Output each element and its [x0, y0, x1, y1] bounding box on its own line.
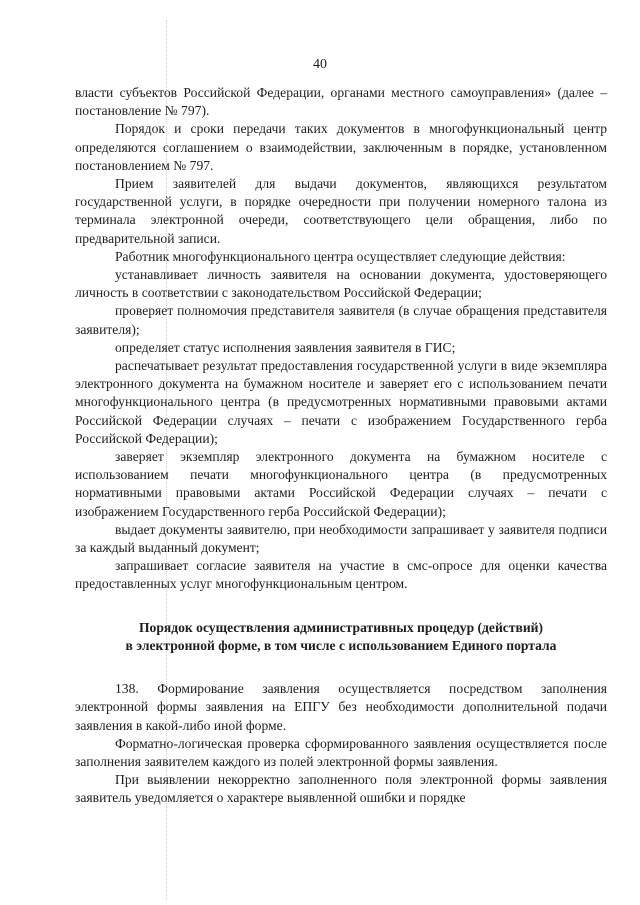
paragraph: распечатывает результат предоставления государственной услуги в виде экземпляра электронного документа на бумажном носителе и заверяет его с использованием печати многофункционального центра (в предусмотренных нормативными правовыми актами Российской Федерации случаях – печати с изображением Государственного герба Российской Федерации); [75, 358, 607, 446]
paragraph: выдает документы заявителю, при необходимости запрашивает у заявителя подписи за каждый выданный документ; [75, 521, 607, 556]
page-number: 40 [313, 57, 327, 72]
document-body [75, 84, 607, 808]
paragraph: определяет статус исполнения заявления заявителя в ГИС; [115, 339, 456, 355]
section-heading-line-2: в электронной форме, в том числе с использованием Единого портала [125, 637, 557, 653]
paragraph: проверяет полномочия представителя заявителя (в случае обращения представителя заявителя); [75, 303, 607, 337]
section-heading [75, 619, 607, 655]
paragraph: власти субъектов Российской Федерации, органами местного самоуправления» (далее – постановление № 797). [75, 85, 607, 119]
section-heading-line-1: Порядок осуществления административных процедур (действий) [138, 619, 544, 635]
paragraph: устанавливает личность заявителя на основании документа, удостоверяющего личность в соответствии с законодательством Российской Федерации; [75, 267, 607, 301]
paragraph: При выявлении некорректно заполненного поля электронной формы заявления заявитель уведомляется о характере выявленной ошибки и порядке [75, 772, 607, 806]
paragraph: Форматно-логическая проверка сформированного заявления осуществляется после заполнения заявителем каждого из полей электронной формы заявления. [75, 735, 607, 769]
paragraph: запрашивает согласие заявителя на участие в смс-опросе для оценки качества предоставленных услуг многофункциональным центром. [75, 558, 607, 592]
section-before-heading [75, 84, 607, 594]
paragraph: заверяет экземпляр электронного документа на бумажном носителе с использованием печати многофункционального центра (в предусмотренных нормативными правовыми актами Российской Федерации случаях – печати с изображением Государственного герба Российской Федерации); [75, 449, 607, 519]
paragraph: 138. Формирование заявления осуществляется посредством заполнения электронной формы заявления на ЕПГУ без необходимости дополнительной подачи заявления в какой-либо иной форме. [75, 681, 607, 733]
paragraph: Порядок и сроки передачи таких документов в многофункциональный центр определяются соглашением о взаимодействии, заключенным в порядке, установленном постановлением № 797. [75, 121, 607, 173]
paragraph: Прием заявителей для выдачи документов, являющихся результатом государственной услуги, в порядке очередности при получении номерного талона из терминала электронной очереди, соответствующего цели обращения, либо по предварительной записи. [75, 176, 607, 246]
section-after-heading [75, 680, 607, 807]
paragraph: Работник многофункционального центра осуществляет следующие действия: [115, 248, 566, 264]
